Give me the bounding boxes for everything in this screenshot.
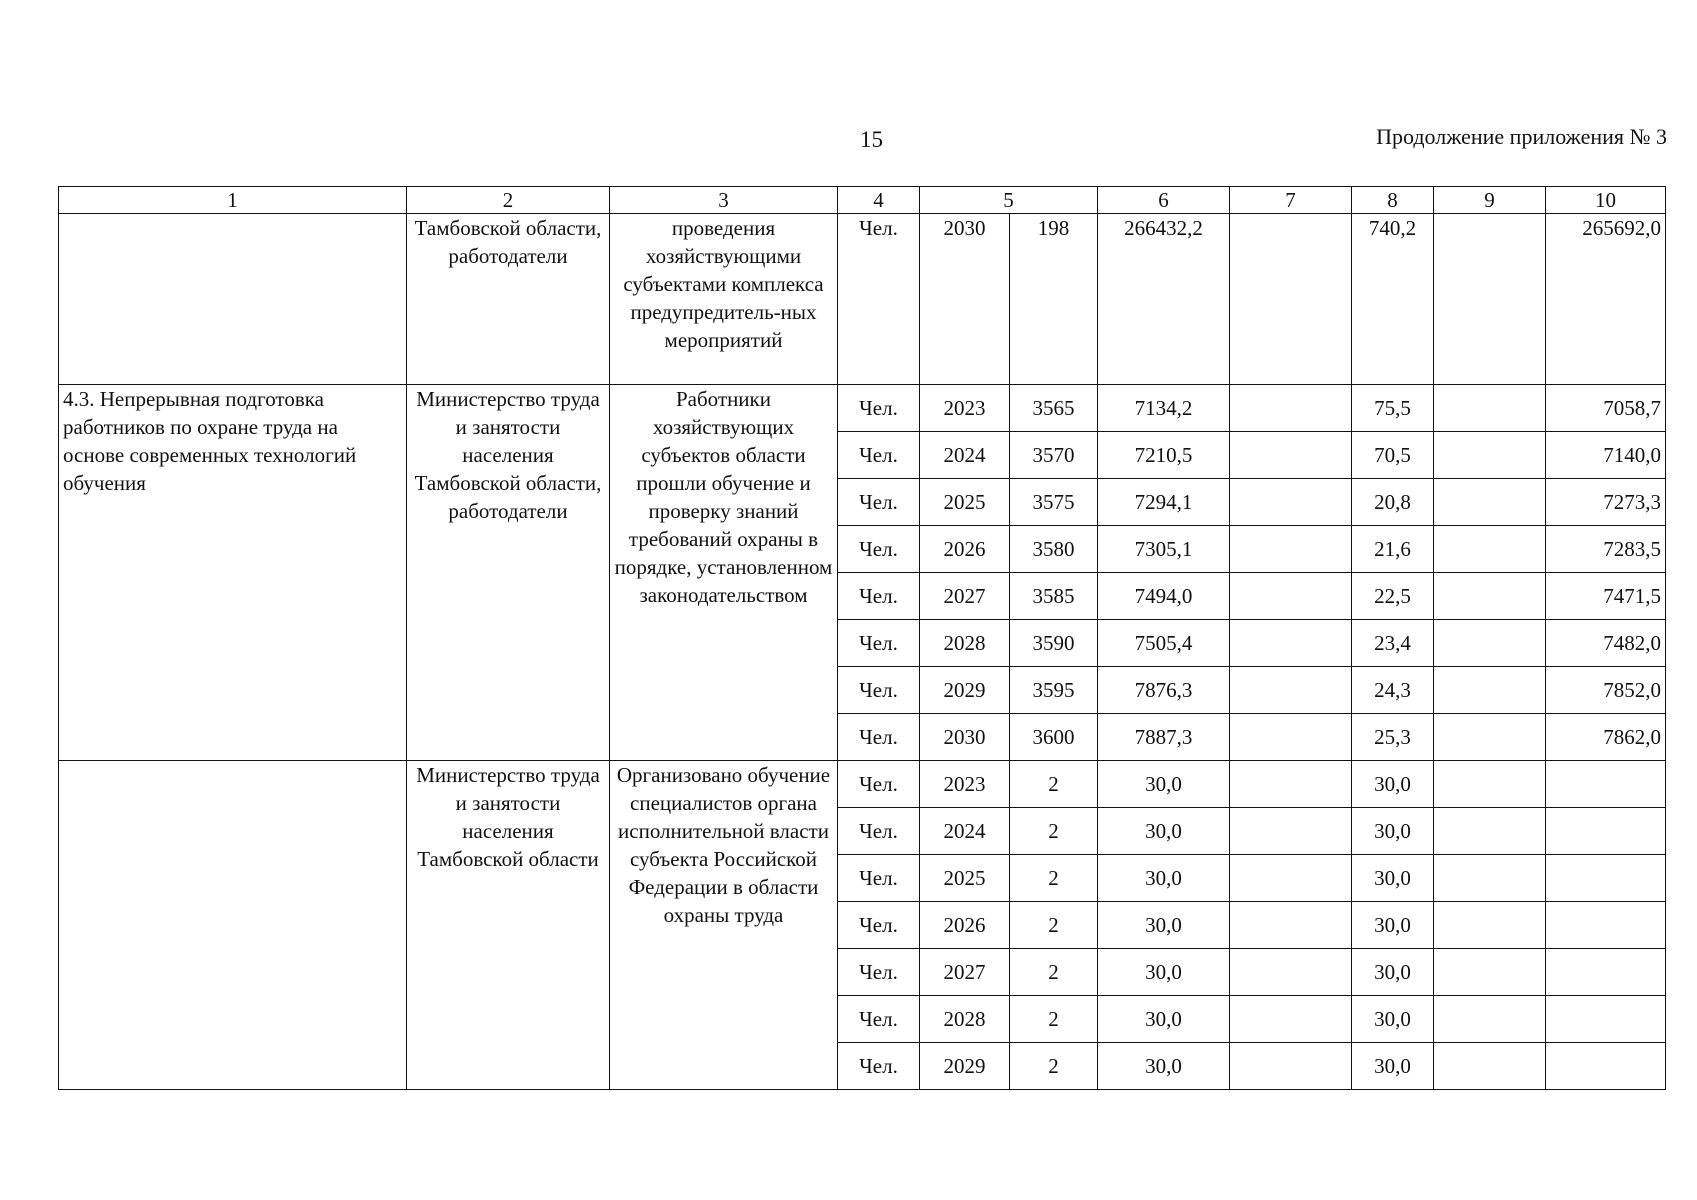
cell-col10: [1546, 949, 1666, 996]
cell-col7: [1230, 620, 1352, 667]
cell-col9: [1434, 385, 1546, 432]
cell-col6: 7494,0: [1098, 573, 1230, 620]
cell-col7: [1230, 526, 1352, 573]
cell-col10: 7471,5: [1546, 573, 1666, 620]
cell-col10: 7852,0: [1546, 667, 1666, 714]
cell-count: 2: [1010, 808, 1098, 855]
cell-col9: [1434, 479, 1546, 526]
cell-year: 2023: [920, 761, 1010, 808]
cell-count: 2: [1010, 902, 1098, 949]
cell-unit: Чел.: [838, 714, 920, 761]
cell-unit: Чел.: [838, 526, 920, 573]
cell-col8: 24,3: [1352, 667, 1434, 714]
cell-executor: Министерство труда и занятости населения Тамбовской области: [407, 761, 610, 1090]
cell-year: 2027: [920, 573, 1010, 620]
cell-col10: [1546, 902, 1666, 949]
cell-year: 2029: [920, 667, 1010, 714]
cell-col10: 7283,5: [1546, 526, 1666, 573]
cell-activity: [59, 761, 407, 1090]
cell-unit: Чел.: [838, 855, 920, 902]
cell-col9: [1434, 902, 1546, 949]
cell-col10: [1546, 1043, 1666, 1090]
table-body: [59, 187, 1666, 1090]
cell-col7: [1230, 808, 1352, 855]
cell-col6: 7294,1: [1098, 479, 1230, 526]
table-row: [59, 214, 1666, 385]
column-number: 3: [610, 187, 838, 214]
cell-year: 2028: [920, 996, 1010, 1043]
cell-col7: [1230, 714, 1352, 761]
cell-unit: Чел.: [838, 761, 920, 808]
cell-col9: [1434, 432, 1546, 479]
cell-col10: [1546, 761, 1666, 808]
column-number: 8: [1352, 187, 1434, 214]
cell-col6: 30,0: [1098, 1043, 1230, 1090]
cell-col7: [1230, 385, 1352, 432]
cell-col7: [1230, 996, 1352, 1043]
cell-col9: [1434, 808, 1546, 855]
cell-year: 2027: [920, 949, 1010, 996]
cell-col9: [1434, 573, 1546, 620]
cell-col7: [1230, 432, 1352, 479]
cell-col6: 30,0: [1098, 761, 1230, 808]
cell-indicator: Работники хозяйствующих субъектов области прошли обучение и проверку знаний требований охраны в порядке, установленном законодательством: [610, 385, 838, 761]
cell-col10: [1546, 855, 1666, 902]
cell-col9: [1434, 714, 1546, 761]
cell-col8: 25,3: [1352, 714, 1434, 761]
cell-count: 3570: [1010, 432, 1098, 479]
cell-count: 198: [1010, 214, 1098, 385]
cell-col9: [1434, 996, 1546, 1043]
cell-col7: [1230, 761, 1352, 808]
cell-col8: 75,5: [1352, 385, 1434, 432]
cell-col7: [1230, 667, 1352, 714]
cell-col8: 30,0: [1352, 996, 1434, 1043]
cell-col10: 7273,3: [1546, 479, 1666, 526]
cell-col9: [1434, 949, 1546, 996]
cell-col8: 740,2: [1352, 214, 1434, 385]
cell-activity: 4.3. Непрерывная подготовка работников по охране труда на основе современных технологий обучения: [59, 385, 407, 761]
cell-col9: [1434, 1043, 1546, 1090]
cell-year: 2030: [920, 214, 1010, 385]
cell-unit: Чел.: [838, 902, 920, 949]
cell-unit: Чел.: [838, 808, 920, 855]
cell-year: 2029: [920, 1043, 1010, 1090]
cell-col6: 7134,2: [1098, 385, 1230, 432]
cell-executor: Тамбовской области, работодатели: [407, 214, 610, 385]
cell-col10: [1546, 996, 1666, 1043]
cell-executor: Министерство труда и занятости населения Тамбовской области, работодатели: [407, 385, 610, 761]
cell-count: 2: [1010, 949, 1098, 996]
cell-year: 2028: [920, 620, 1010, 667]
cell-year: 2026: [920, 526, 1010, 573]
cell-unit: Чел.: [838, 479, 920, 526]
cell-col9: [1434, 620, 1546, 667]
column-number-row: [59, 187, 1666, 214]
program-table: [58, 186, 1666, 1090]
cell-count: 2: [1010, 855, 1098, 902]
cell-col8: 30,0: [1352, 949, 1434, 996]
cell-unit: Чел.: [838, 620, 920, 667]
column-number: 6: [1098, 187, 1230, 214]
cell-unit: Чел.: [838, 385, 920, 432]
cell-year: 2024: [920, 432, 1010, 479]
cell-count: 2: [1010, 1043, 1098, 1090]
cell-col6: 30,0: [1098, 902, 1230, 949]
cell-unit: Чел.: [838, 214, 920, 385]
column-number: 10: [1546, 187, 1666, 214]
cell-col1: [59, 214, 407, 385]
page-number: 15: [860, 127, 883, 152]
cell-col10: 7058,7: [1546, 385, 1666, 432]
cell-col10: [1546, 808, 1666, 855]
cell-col8: 30,0: [1352, 1043, 1434, 1090]
column-number: 7: [1230, 187, 1352, 214]
cell-col8: 22,5: [1352, 573, 1434, 620]
cell-count: 2: [1010, 761, 1098, 808]
cell-year: 2024: [920, 808, 1010, 855]
cell-col6: 7505,4: [1098, 620, 1230, 667]
table-row: [59, 761, 1666, 808]
cell-col10: 265692,0: [1546, 214, 1666, 385]
cell-count: 3575: [1010, 479, 1098, 526]
cell-col8: 23,4: [1352, 620, 1434, 667]
cell-year: 2025: [920, 479, 1010, 526]
column-number: 1: [59, 187, 407, 214]
cell-col8: 30,0: [1352, 761, 1434, 808]
cell-col7: [1230, 573, 1352, 620]
cell-col9: [1434, 214, 1546, 385]
cell-col8: 30,0: [1352, 855, 1434, 902]
cell-count: 3595: [1010, 667, 1098, 714]
cell-col8: 21,6: [1352, 526, 1434, 573]
cell-col7: [1230, 479, 1352, 526]
cell-col10: 7482,0: [1546, 620, 1666, 667]
cell-col8: 30,0: [1352, 902, 1434, 949]
cell-col7: [1230, 855, 1352, 902]
cell-col6: 7210,5: [1098, 432, 1230, 479]
cell-col6: 30,0: [1098, 996, 1230, 1043]
cell-year: 2026: [920, 902, 1010, 949]
cell-count: 3600: [1010, 714, 1098, 761]
cell-unit: Чел.: [838, 667, 920, 714]
table-row: [59, 385, 1666, 432]
cell-count: 2: [1010, 996, 1098, 1043]
cell-col6: 7305,1: [1098, 526, 1230, 573]
cell-year: 2023: [920, 385, 1010, 432]
cell-col6: 7887,3: [1098, 714, 1230, 761]
cell-year: 2025: [920, 855, 1010, 902]
cell-unit: Чел.: [838, 996, 920, 1043]
cell-col6: 266432,2: [1098, 214, 1230, 385]
cell-col9: [1434, 761, 1546, 808]
cell-year: 2030: [920, 714, 1010, 761]
cell-unit: Чел.: [838, 1043, 920, 1090]
cell-count: 3590: [1010, 620, 1098, 667]
cell-col9: [1434, 855, 1546, 902]
column-number: 2: [407, 187, 610, 214]
cell-count: 3565: [1010, 385, 1098, 432]
appendix-note: Продолжение приложения № 3: [1376, 124, 1667, 149]
column-number: 4: [838, 187, 920, 214]
cell-col8: 20,8: [1352, 479, 1434, 526]
cell-col7: [1230, 902, 1352, 949]
cell-col6: 30,0: [1098, 855, 1230, 902]
cell-count: 3580: [1010, 526, 1098, 573]
cell-col6: 30,0: [1098, 808, 1230, 855]
cell-col7: [1230, 949, 1352, 996]
cell-col7: [1230, 214, 1352, 385]
cell-col6: 7876,3: [1098, 667, 1230, 714]
column-number: 9: [1434, 187, 1546, 214]
cell-col10: 7140,0: [1546, 432, 1666, 479]
cell-col6: 30,0: [1098, 949, 1230, 996]
cell-indicator: Организовано обучение специалистов органа исполнительной власти субъекта Российской Федерации в области охраны труда: [610, 761, 838, 1090]
cell-indicator: проведения хозяйствующими субъектами комплекса предупредитель-ных мероприятий: [610, 214, 838, 385]
cell-col8: 30,0: [1352, 808, 1434, 855]
cell-unit: Чел.: [838, 432, 920, 479]
cell-count: 3585: [1010, 573, 1098, 620]
cell-col10: 7862,0: [1546, 714, 1666, 761]
cell-col9: [1434, 667, 1546, 714]
cell-col9: [1434, 526, 1546, 573]
cell-unit: Чел.: [838, 573, 920, 620]
column-number: 5: [920, 187, 1098, 214]
cell-unit: Чел.: [838, 949, 920, 996]
cell-col7: [1230, 1043, 1352, 1090]
cell-col8: 70,5: [1352, 432, 1434, 479]
